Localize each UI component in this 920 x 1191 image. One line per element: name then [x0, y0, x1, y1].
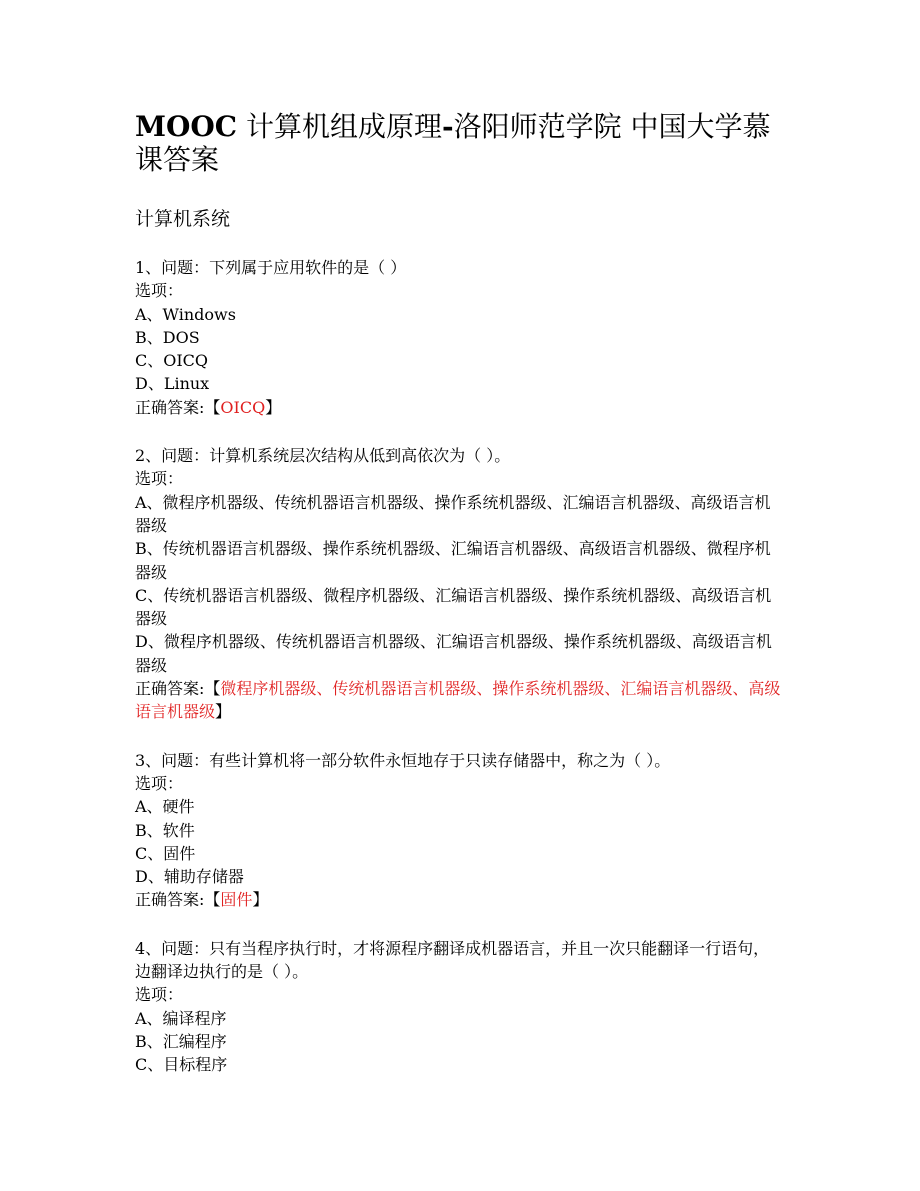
section-title: 计算机系统 — [135, 208, 231, 230]
answer-bracket-close: 】 — [265, 397, 282, 417]
option-b: B、软件 — [135, 820, 195, 840]
answer-bracket-open: 【 — [204, 890, 221, 910]
question-block-1 — [135, 256, 785, 419]
document-page — [135, 110, 785, 1077]
answer-line — [135, 677, 785, 724]
option-a: A、编译程序 — [135, 1008, 227, 1028]
option-c: C、传统机器语言机器级、微程序机器级、汇编语言机器级、操作系统机器级、高级语言机器级 — [135, 585, 772, 629]
question-text: 1、问题：下列属于应用软件的是（ ） — [135, 258, 407, 277]
title-course: 计算机组成原理 — [237, 110, 442, 143]
option-a: A、硬件 — [135, 797, 195, 817]
title-school: 洛阳师范学院 中国大学慕课答案 — [135, 110, 771, 176]
question-block-2 — [135, 444, 785, 724]
answer-text: 微程序机器级、传统机器语言机器级、操作系统机器级、汇编语言机器级、高级语言机器级 — [135, 679, 781, 722]
answer-line — [135, 396, 785, 419]
question-block-4 — [135, 937, 785, 1077]
answer-prefix: 正确答案: — [135, 890, 205, 910]
option-c: C、OICQ — [135, 351, 209, 371]
option-b: B、DOS — [135, 327, 200, 347]
options-label: 选项： — [135, 281, 184, 301]
question-block-3 — [135, 749, 785, 912]
answer-bracket-close: 】 — [215, 702, 232, 722]
options-label: 选项： — [135, 985, 184, 1005]
option-d: D、Linux — [135, 374, 210, 394]
option-a: A、Windows — [135, 304, 236, 324]
answer-text: 固件 — [220, 890, 253, 910]
document-title — [135, 110, 785, 176]
question-text: 2、问题：计算机系统层次结构从低到高依次为（ ）。 — [135, 446, 511, 466]
answer-prefix: 正确答案: — [135, 679, 205, 699]
option-b: B、传统机器语言机器级、操作系统机器级、汇编语言机器级、高级语言机器级、微程序机器级 — [135, 539, 771, 582]
option-b: B、汇编程序 — [135, 1031, 227, 1051]
options-label: 选项： — [135, 773, 184, 793]
option-d: D、辅助存储器 — [135, 867, 244, 887]
option-c: C、目标程序 — [135, 1055, 228, 1075]
answer-line — [135, 888, 785, 911]
answer-bracket-open: 【 — [204, 397, 221, 417]
title-mooc: MOOC — [135, 110, 238, 143]
title-dash: - — [441, 110, 454, 143]
answer-bracket-open: 【 — [204, 679, 221, 699]
answer-prefix: 正确答案: — [135, 397, 205, 417]
option-a: A、微程序机器级、传统机器语言机器级、操作系统机器级、汇编语言机器级、高级语言机器级 — [135, 492, 771, 535]
option-d: D、微程序机器级、传统机器语言机器级、汇编语言机器级、操作系统机器级、高级语言机器级 — [135, 632, 772, 675]
question-text: 4、问题：只有当程序执行时，才将源程序翻译成机器语言，并且一次只能翻译一行语句，边翻译边执行的是（ ）。 — [135, 938, 770, 982]
options-label: 选项： — [135, 469, 184, 489]
answer-text: OICQ — [220, 397, 266, 417]
option-c: C、固件 — [135, 843, 196, 863]
answer-bracket-close: 】 — [252, 890, 269, 910]
question-text: 3、问题：有些计算机将一部分软件永恒地存于只读存储器中，称之为（ ）。 — [135, 750, 671, 770]
